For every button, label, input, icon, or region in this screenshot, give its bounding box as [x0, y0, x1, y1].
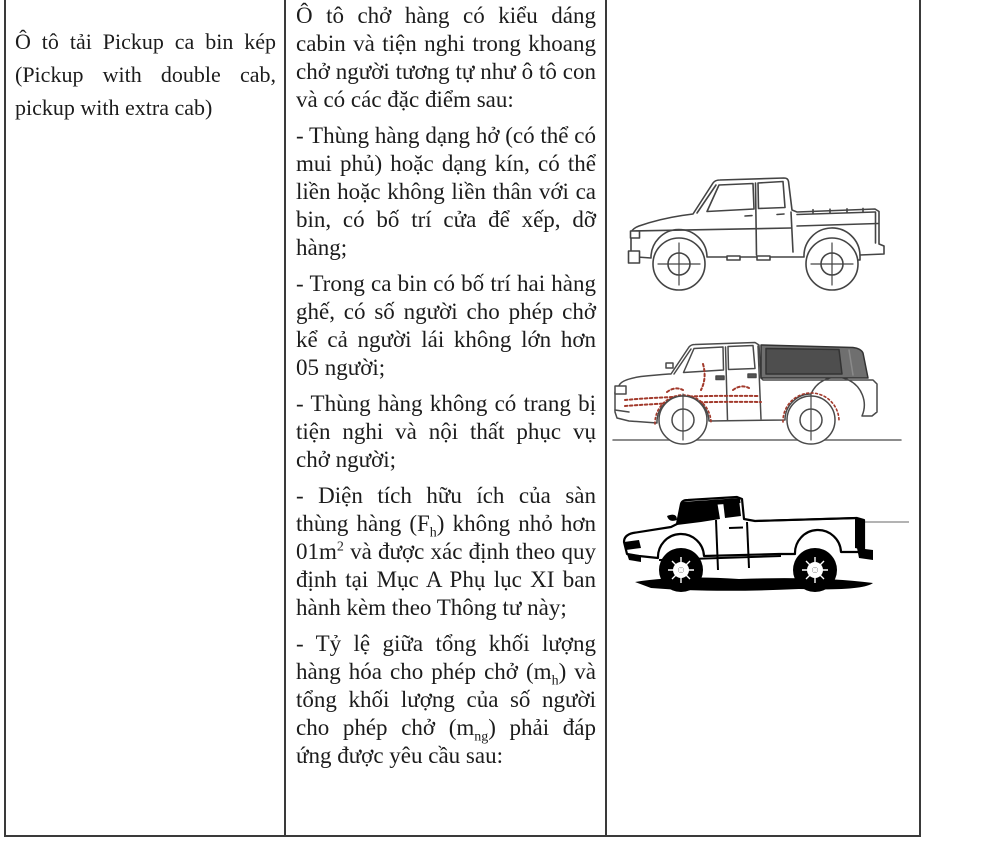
description-mass-ratio: - Tỷ lệ giữa tổng khối lượng hàng hóa cho phép chở $(m_h)$ và tổng khối lượng của số người cho phép chở $(m_{ng})$ phải đáp ứng được yêu cầu sau:	[296, 631, 596, 768]
vehicle-name-cell	[6, 0, 286, 835]
description-cargo-body: - Thùng hàng dạng hở (có thể có mui phủ) hoặc dạng kín, có thể liền hoặc không liền thân với ca bin, có bố trí cửa để xếp, dỡ hàng;	[296, 123, 596, 260]
description-intro: Ô tô chở hàng có kiểu dáng cabin và tiện nghi trong khoang chở người tương tự như ô tô con và có các đặc điểm sau:	[296, 3, 596, 112]
description-seats: - Trong ca bin có bố trí hai hàng ghế, có số người cho phép chở kể cả người lái không lớn hơn 05 người;	[296, 271, 596, 380]
vehicle-images-cell	[607, 0, 919, 835]
vehicle-description-cell	[286, 0, 607, 835]
subscript-ng: ng	[474, 729, 489, 745]
vehicle-classification-table	[4, 0, 921, 837]
subscript-h: h	[551, 673, 559, 689]
pickup-extra-cab-photo-svg	[619, 490, 911, 602]
vehicle-name-text: Ô tô tải Pickup ca bin kép (Pickup with double cab, pickup with extra cab)	[15, 29, 276, 120]
description-no-amenities: - Thùng hàng không có trang bị tiện nghi và nội thất phục vụ chở người;	[296, 391, 596, 472]
superscript-2: 2	[336, 539, 344, 555]
subscript-h: h	[429, 525, 437, 541]
pickup-extra-cab-photo	[619, 490, 911, 602]
pickup-canopy-drawing-svg	[611, 334, 905, 450]
pickup-canopy-drawing	[611, 334, 905, 450]
description-floor-area: - Diện tích hữu ích của sàn thùng hàng $(F_h)$ không nhỏ hơn $01m^2$ và được xác định theo quy định tại Mục A Phụ lục XI ban hành kèm theo Thông tư này;	[296, 483, 596, 620]
pickup-open-bed-drawing-svg	[627, 168, 899, 296]
pickup-open-bed-drawing	[627, 168, 899, 296]
